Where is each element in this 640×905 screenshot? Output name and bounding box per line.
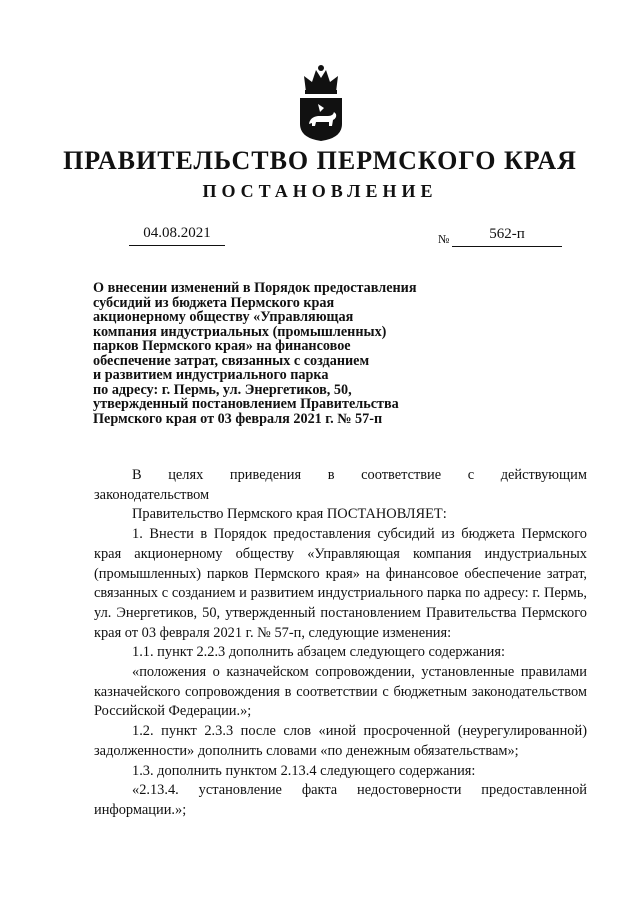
subject-line: и развитием индустриального парка: [93, 367, 329, 383]
intro-paragraph-end: законодательством: [94, 486, 210, 503]
item-1-3: 1.3. дополнить пунктом 2.13.4 следующего содержания:: [132, 762, 476, 779]
number-sign: №: [438, 232, 450, 246]
intro-word: соответствие: [361, 467, 442, 483]
subject-line: утвержденный постановлением Правительства: [93, 396, 399, 412]
number-value: 562-п: [452, 226, 562, 247]
document-type: ПОСТАНОВЛЕНИЕ: [202, 181, 438, 201]
subject-line: О внесении изменений в Порядок предоставления: [93, 280, 417, 296]
document-subject: [93, 281, 473, 426]
intro-paragraph-first-line: [94, 466, 587, 486]
subject-line: компания индустриальных (промышленных): [93, 323, 387, 340]
intro-word: с: [467, 467, 475, 483]
subject-line: обеспечение затрат, связанных с созданием: [93, 352, 370, 369]
subject-line: Пермского края от 03 февраля 2021 г. № 57-п: [93, 410, 383, 427]
item-1: 1. Внести в Порядок предоставления субсидий из бюджета Пермского края акционерному обществу «Управляющая компания индустриальных (промышленных) парков Пермского края» на финансовое обеспечение затрат, связанных с созданием и развитием индустриального парка по адресу: г. Пермь, ул. Энергетиков, 50, утвержденный постановлением Правительства Пермского края от 03 февраля 2021 г. № 57-п, следующие изменения:: [94, 526, 587, 641]
item-1-2: 1.2. пункт 2.3.3 после слов «иной просроченной (неурегулированной) задолженности» дополнить словами «по денежным обязательствам»;: [94, 723, 587, 759]
document-date: 04.08.2021: [129, 225, 225, 246]
decree-line: Правительство Пермского края ПОСТАНОВЛЯЕТ:: [132, 506, 447, 523]
intro-word: в: [327, 467, 335, 483]
document-body: [94, 466, 587, 821]
subject-line: по адресу: г. Пермь, ул. Энергетиков, 50,: [93, 381, 352, 398]
subject-line: акционерному обществу «Управляющая: [93, 309, 354, 325]
item-1-1: 1.1. пункт 2.2.3 дополнить абзацем следующего содержания:: [132, 644, 505, 661]
intro-word: В: [132, 467, 142, 483]
intro-word: целях: [168, 467, 204, 483]
intro-word: приведения: [229, 467, 302, 483]
government-title: ПРАВИТЕЛЬСТВО ПЕРМСКОГО КРАЯ: [63, 146, 577, 175]
subject-line: парков Пермского края» на финансовое: [93, 338, 351, 354]
subject-line: субсидий из бюджета Пермского края: [93, 294, 335, 311]
intro-word: действующим: [500, 467, 587, 483]
perm-krai-coat-of-arms-icon: [296, 62, 346, 142]
item-1-3-quote: «2.13.4. установление факта недостоверности предоставленной информации.»;: [94, 782, 587, 818]
item-1-1-quote: «положения о казначейском сопровождении, установленные правилами казначейского сопровождения в соответствии с бюджетным законодательством Российской Федерации.»;: [94, 664, 587, 720]
